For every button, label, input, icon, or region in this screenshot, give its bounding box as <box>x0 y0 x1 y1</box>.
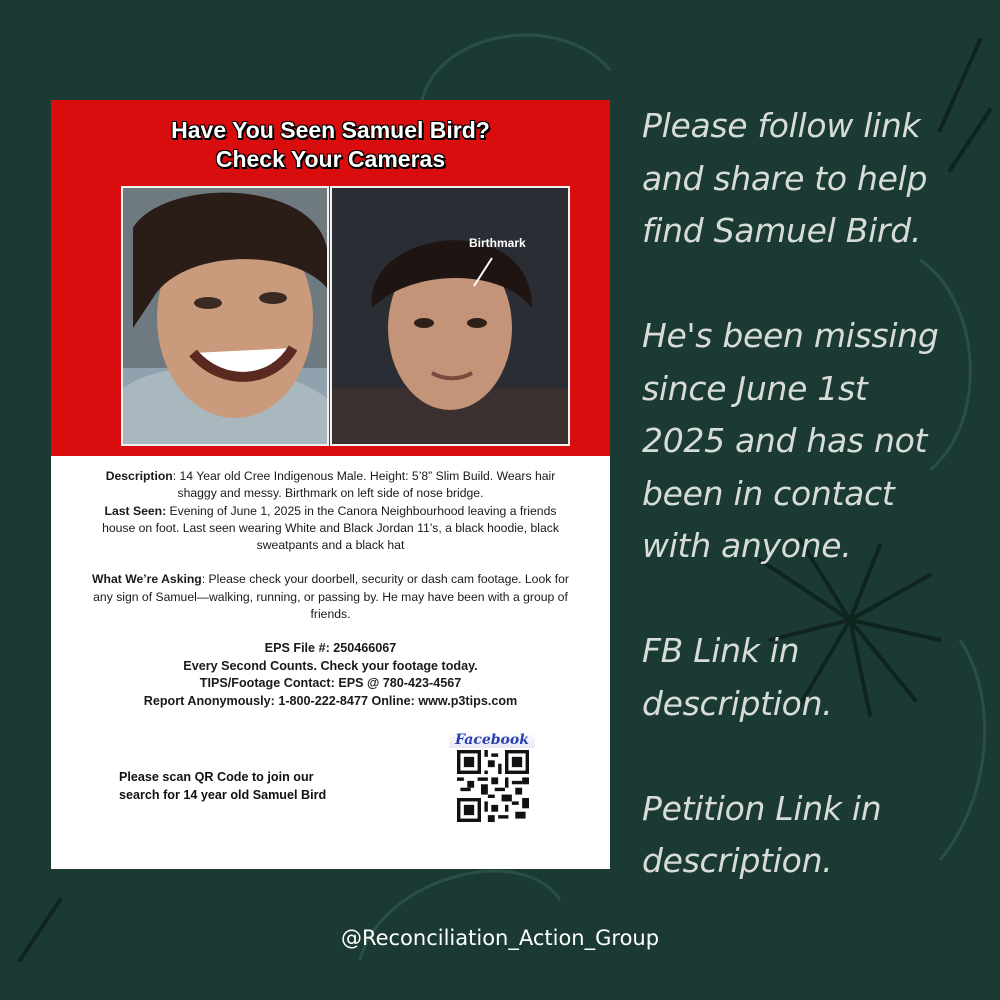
report-anonymously: Report Anonymously: 1-800-222-8477 Online: www.p3tips.com <box>143 693 518 708</box>
asking-paragraph <box>91 571 570 623</box>
description-paragraph <box>91 468 570 503</box>
side-line: Petition Link in <box>642 788 882 828</box>
group-handle: @Reconciliation_Action_Group <box>340 926 660 950</box>
side-line: FB Link in <box>642 631 800 670</box>
birthmark-label: Birthmark <box>469 236 526 250</box>
facebook-label: Facebook <box>449 732 535 748</box>
every-second-counts: Every Second Counts. Check your footage today. <box>183 658 478 673</box>
side-message <box>642 100 982 888</box>
qr-prompt <box>119 768 379 804</box>
side-paragraph-fb-link <box>642 625 982 730</box>
poster-title-line2: Check Your Cameras <box>215 146 446 172</box>
photo-portrait <box>330 186 570 446</box>
side-paragraph-missing <box>642 310 982 573</box>
side-line: since June 1st <box>642 368 868 408</box>
poster-title <box>51 116 610 174</box>
asking-label: What We’re Asking <box>92 572 202 587</box>
side-line: Please follow link <box>642 106 921 145</box>
side-line: been in contact <box>642 473 895 513</box>
side-line: and share to help <box>642 158 928 198</box>
side-line: description. <box>642 841 833 880</box>
side-line: with anyone. <box>642 526 852 565</box>
poster-title-line1: Have You Seen Samuel Bird? <box>171 117 490 143</box>
contact-block <box>91 640 570 710</box>
asking-text: : Please check your doorbell, security or dash cam footage. Look for any sign of Samuel—walking, running, or passing by. He may have been with a group of friends. <box>93 572 569 622</box>
side-line: description. <box>642 683 833 723</box>
side-line: He's been missing <box>642 316 939 355</box>
qr-prompt-line1: Please scan QR Code to join our <box>119 770 314 784</box>
eps-file-number: EPS File #: 250466067 <box>264 641 397 656</box>
side-paragraph-petition-link <box>642 783 982 888</box>
tips-contact: TIPS/Footage Contact: EPS @ 780-423-4567 <box>199 676 462 691</box>
last-seen-label: Last Seen: <box>104 503 167 518</box>
qr-prompt-line2: search for 14 year old Samuel Bird <box>119 788 327 802</box>
photo-smiling <box>121 186 329 446</box>
side-paragraph-share <box>642 100 982 258</box>
poster-body <box>91 468 570 710</box>
missing-person-poster <box>51 100 610 869</box>
qr-code-icon <box>457 750 529 822</box>
last-seen-text: Evening of June 1, 2025 in the Canora Neighbourhood leaving a friends house on foot. Last seen wearing White and Black Jordan 11’s, a black hoodie, black sweatpants and a black hat <box>102 503 559 553</box>
facebook-qr[interactable] <box>449 732 535 828</box>
last-seen-paragraph <box>91 503 570 555</box>
side-line: find Samuel Bird. <box>642 211 922 250</box>
description-label: Description <box>105 469 173 483</box>
description-text: : 14 Year old Cree Indigenous Male. Height: 5’8” Slim Build. Wears hair shaggy and messy. Birthmark on left side of nose bridge. <box>172 469 556 501</box>
side-line: 2025 and has not <box>642 421 928 460</box>
